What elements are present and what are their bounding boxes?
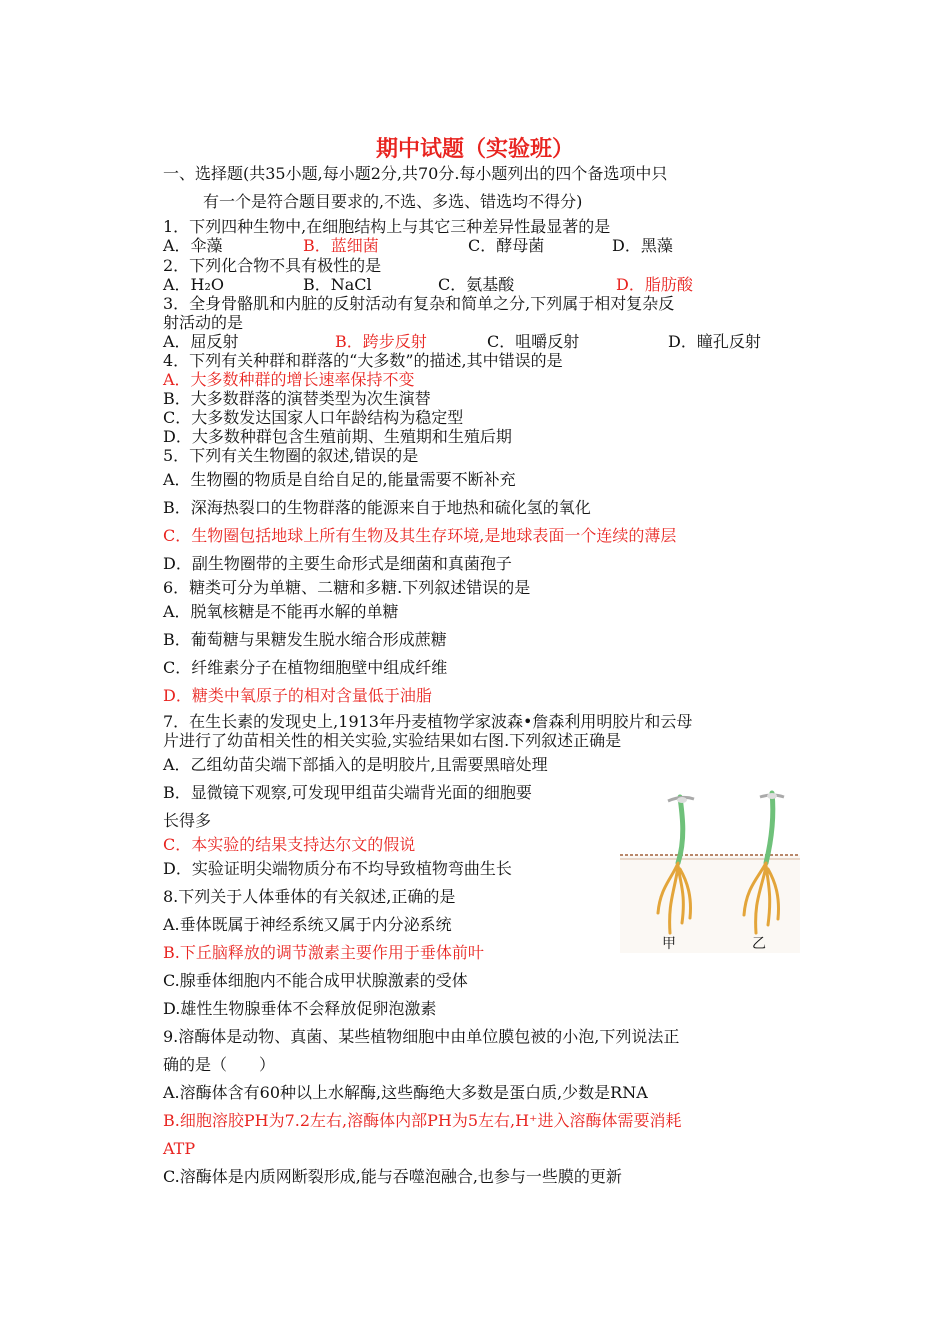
option-a: A．大多数种群的增长速率保持不变 <box>163 370 415 389</box>
option-d: D.雄性生物腺垂体不会释放促卵泡激素 <box>163 999 437 1018</box>
question-stem: 3．全身骨骼肌和内脏的反射活动有复杂和简单之分,下列属于相对复杂反 <box>163 294 675 313</box>
option-b-cont: 长得多 <box>163 811 212 830</box>
seedling-experiment-figure <box>620 783 800 953</box>
option-a: A.垂体既属于神经系统又属于内分泌系统 <box>163 915 452 934</box>
seedling-illustration <box>620 783 800 953</box>
option-b: B．跨步反射 <box>335 332 427 351</box>
option-c: C．氨基酸 <box>438 275 515 294</box>
question-stem: 2．下列化合物不具有极性的是 <box>163 256 382 275</box>
option-c: C.溶酶体是内质网断裂形成,能与吞噬泡融合,也参与一些膜的更新 <box>163 1167 622 1186</box>
figure-label-left: 甲 <box>662 936 676 952</box>
section-heading-cont: 有一个是符合题目要求的,不选、多选、错选均不得分) <box>203 192 583 211</box>
option-a: A．脱氧核糖是不能再水解的单糖 <box>163 602 399 621</box>
option-b: B．NaCl <box>303 275 372 294</box>
option-a: A．H₂O <box>163 275 225 294</box>
question-stem-cont: 射活动的是 <box>163 313 244 332</box>
option-a: A.溶酶体含有60种以上水解酶,这些酶绝大多数是蛋白质,少数是RNA <box>163 1083 648 1102</box>
option-c: C．生物圈包括地球上所有生物及其生存环境,是地球表面一个连续的薄层 <box>163 526 677 545</box>
option-a: A．屈反射 <box>163 332 239 351</box>
question-stem: 8.下列关于人体垂体的有关叙述,正确的是 <box>163 887 456 906</box>
question-stem-cont: 片进行了幼苗相关性的相关实验,实验结果如右图.下列叙述正确是 <box>163 731 622 750</box>
question-stem: 6．糖类可分为单糖、二糖和多糖.下列叙述错误的是 <box>163 578 531 597</box>
option-d: D．副生物圈带的主要生命形式是细菌和真菌孢子 <box>163 554 512 573</box>
option-d: D．瞳孔反射 <box>668 332 761 351</box>
question-stem: 1．下列四种生物中,在细胞结构上与其它三种差异性最显著的是 <box>163 217 611 236</box>
question-stem: 7．在生长素的发现史上,1913年丹麦植物学家波森•詹森利用明胶片和云母 <box>163 712 693 731</box>
option-c: C．本实验的结果支持达尔文的假说 <box>163 835 416 854</box>
option-d: D．大多数种群包含生殖前期、生殖期和生殖后期 <box>163 427 512 446</box>
option-b: B.细胞溶胶PH为7.2左右,溶酶体内部PH为5左右,H⁺进入溶酶体需要消耗 <box>163 1111 682 1130</box>
figure-label-right: 乙 <box>752 936 766 952</box>
option-d: D．脂肪酸 <box>616 275 693 294</box>
option-c: C．纤维素分子在植物细胞壁中组成纤维 <box>163 658 448 677</box>
section-heading: 一、选择题(共35小题,每小题2分,共70分.每小题列出的四个备选项中只 <box>163 164 668 183</box>
option-b: B．显微镜下观察,可发现甲组苗尖端背光面的细胞要 <box>163 783 532 802</box>
option-d: D．糖类中氧原子的相对含量低于油脂 <box>163 686 432 705</box>
option-a: A．伞藻 <box>163 236 223 255</box>
question-stem: 4．下列有关种群和群落的“大多数”的描述,其中错误的是 <box>163 351 563 370</box>
option-a: A．乙组幼苗尖端下部插入的是明胶片,且需要黑暗处理 <box>163 755 548 774</box>
option-a: A．生物圈的物质是自给自足的,能量需要不断补充 <box>163 470 516 489</box>
option-b: B．大多数群落的演替类型为次生演替 <box>163 389 431 408</box>
option-c: C．大多数发达国家人口年龄结构为稳定型 <box>163 408 464 427</box>
option-b: B．深海热裂口的生物群落的能源来自于地热和硫化氢的氧化 <box>163 498 591 517</box>
option-c: C．酵母菌 <box>468 236 545 255</box>
page-title: 期中试题（实验班） <box>375 136 574 162</box>
option-c: C．咀嚼反射 <box>487 332 580 351</box>
question-stem: 5．下列有关生物圈的叙述,错误的是 <box>163 446 419 465</box>
option-d: D．黑藻 <box>612 236 673 255</box>
option-c: C.腺垂体细胞内不能合成甲状腺激素的受体 <box>163 971 468 990</box>
option-b: B．葡萄糖与果糖发生脱水缩合形成蔗糖 <box>163 630 447 649</box>
option-b-cont: ATP <box>163 1139 196 1158</box>
option-b: B．蓝细菌 <box>303 236 379 255</box>
option-b: B.下丘脑释放的调节激素主要作用于垂体前叶 <box>163 943 484 962</box>
question-stem-cont: 确的是（ ） <box>163 1055 276 1074</box>
question-stem: 9.溶酶体是动物、真菌、某些植物细胞中由单位膜包被的小泡,下列说法正 <box>163 1027 680 1046</box>
option-d: D．实验证明尖端物质分布不均导致植物弯曲生长 <box>163 859 512 878</box>
